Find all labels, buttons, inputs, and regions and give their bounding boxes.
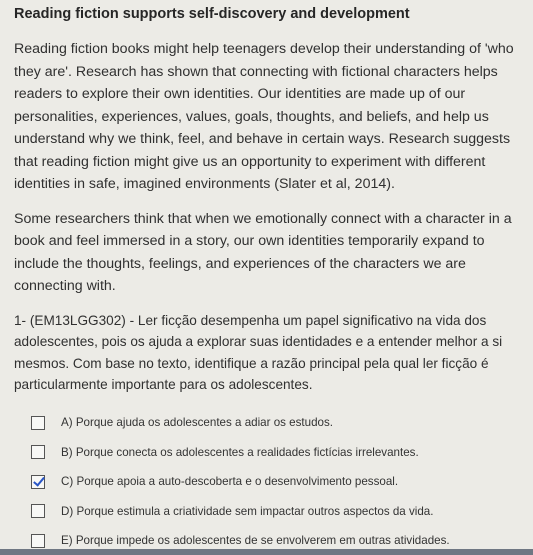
option-b[interactable] <box>31 439 521 465</box>
option-a-checkbox[interactable] <box>31 416 45 430</box>
option-c-label: C) Porque apoia a auto-descoberta e o desenvolvimento pessoal. <box>61 475 399 488</box>
paragraph-1: Reading fiction books might help teenagers develop their understanding of 'who they are'. Research has shown that connecting with fictional characters helps readers to explore their own identities. Our identities are made up of our personalities, experiences, values, goals, thoughts, and beliefs, and help us understand why we think, feel, and behave in certain ways. Research suggests that reading fiction might give us an opportunity to experiment with different identities in safe, imagined environments (Slater et al, 2014). <box>14 41 514 192</box>
option-c-checkbox-checked[interactable] <box>31 475 45 489</box>
option-a-label: A) Porque ajuda os adolescentes a adiar os estudos. <box>61 416 333 429</box>
bottom-bar <box>0 549 533 555</box>
option-e-label: E) Porque impede os adolescentes de se envolverem em outras atividades. <box>61 534 450 547</box>
answer-options <box>14 410 521 554</box>
option-b-checkbox[interactable] <box>31 445 45 459</box>
option-d-checkbox[interactable] <box>31 504 45 518</box>
option-d[interactable] <box>31 498 521 524</box>
option-a[interactable] <box>31 410 521 436</box>
option-b-label: B) Porque conecta os adolescentes a realidades fictícias irrelevantes. <box>61 445 419 459</box>
question-text: 1- (EM13LGG302) - Ler ficção desempenha um papel significativo na vida dos adolescentes, pois os ajuda a explorar suas identidades e a entender melhor a si mesmos. Com base no texto, identifique a razão principal pela qual ler ficção é particularmente importante para os adolescentes. <box>14 312 503 392</box>
option-d-label: D) Porque estimula a criatividade sem impactar outros aspectos da vida. <box>61 504 434 518</box>
option-c[interactable] <box>31 469 521 495</box>
document-title: Reading fiction supports self-discovery and development <box>14 6 410 22</box>
paragraph-2: Some researchers think that when we emotionally connect with a character in a book and feel immersed in a story, our own identities temporarily expand to include the thoughts, feelings, and experiences of the characters we are connecting with. <box>14 210 512 294</box>
option-e-checkbox[interactable] <box>31 534 45 548</box>
